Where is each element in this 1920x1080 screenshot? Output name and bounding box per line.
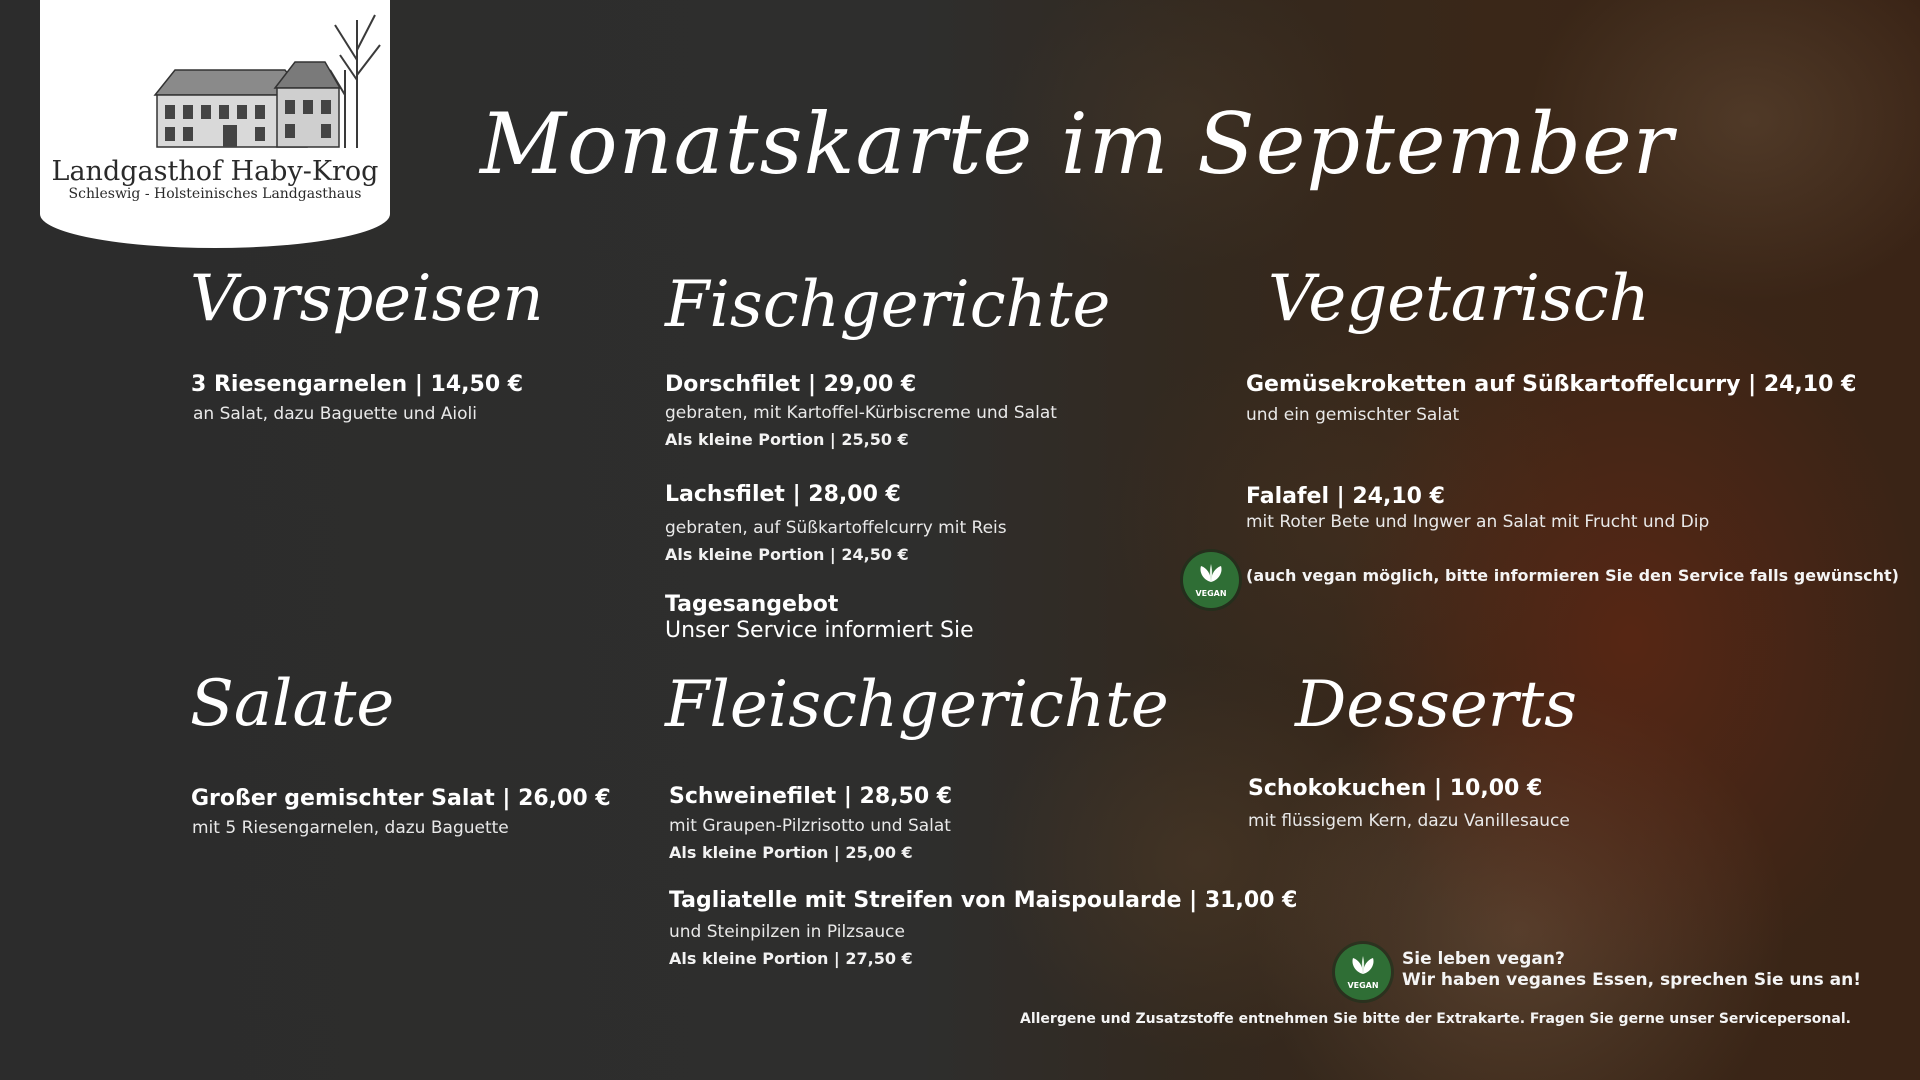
section-title-vorspeisen: Vorspeisen: [190, 262, 544, 336]
svg-text:VEGAN: VEGAN: [1347, 981, 1379, 990]
section-title-fleischgerichte: Fleischgerichte: [665, 668, 1169, 742]
page-title: Monatskarte im September: [480, 95, 1674, 193]
menu-item-portion: Als kleine Portion | 27,50 €: [669, 949, 913, 968]
allergen-notice: Allergene und Zusatzstoffe entnehmen Sie bitte der Extrakarte. Fragen Sie gerne unser Servicepersonal.: [1020, 1011, 1851, 1027]
menu-item-description: mit 5 Riesengarnelen, dazu Baguette: [192, 818, 509, 838]
menu-item-name: Tagliatelle mit Streifen von Maispoularde | 31,00 €: [669, 888, 1298, 913]
daily-offer-subtitle: Unser Service informiert Sie: [665, 618, 974, 643]
restaurant-name: Landgasthof Haby-Krog: [51, 156, 379, 187]
section-title-desserts: Desserts: [1295, 668, 1577, 742]
farmhouse-illustration: [135, 0, 385, 150]
vegan-question: Sie leben vegan?: [1402, 949, 1565, 969]
menu-item-description: mit Roter Bete und Ingwer an Salat mit Frucht und Dip: [1246, 512, 1710, 532]
menu-item-description: mit flüssigem Kern, dazu Vanillesauce: [1248, 811, 1570, 831]
menu-item-description: gebraten, mit Kartoffel-Kürbiscreme und Salat: [665, 403, 1057, 423]
menu-item-name: Falafel | 24,10 €: [1246, 484, 1445, 509]
section-title-fischgerichte: Fischgerichte: [665, 268, 1111, 342]
svg-text:VEGAN: VEGAN: [1195, 589, 1227, 598]
menu-item-name: Schweinefilet | 28,50 €: [669, 784, 953, 809]
menu-item-name: Großer gemischter Salat | 26,00 €: [191, 786, 611, 811]
vegan-badge-icon: [1183, 552, 1239, 608]
menu-item-name: 3 Riesengarnelen | 14,50 €: [191, 372, 524, 397]
menu-item-portion: Als kleine Portion | 24,50 €: [665, 545, 909, 564]
menu-item-description: und ein gemischter Salat: [1246, 405, 1460, 425]
daily-offer-title: Tagesangebot: [665, 592, 839, 617]
menu-item-name: Schokokuchen | 10,00 €: [1248, 776, 1543, 801]
restaurant-subtitle: Schleswig - Holsteinisches Landgasthaus: [68, 186, 362, 202]
menu-item-name: Dorschfilet | 29,00 €: [665, 372, 917, 397]
vegan-note: (auch vegan möglich, bitte informieren Sie den Service falls gewünscht): [1246, 566, 1899, 585]
menu-item-portion: Als kleine Portion | 25,50 €: [665, 430, 909, 449]
vegan-badge-icon: [1335, 944, 1391, 1000]
menu-item-name: Gemüsekroketten auf Süßkartoffelcurry | 24,10 €: [1246, 372, 1857, 397]
menu-item-description: mit Graupen-Pilzrisotto und Salat: [669, 816, 951, 836]
restaurant-logo: [40, 0, 390, 248]
section-title-salate: Salate: [190, 667, 395, 741]
menu-item-description: an Salat, dazu Baguette und Aioli: [193, 404, 477, 424]
section-title-vegetarisch: Vegetarisch: [1268, 262, 1650, 336]
vegan-offer-line: Wir haben veganes Essen, sprechen Sie uns an!: [1402, 970, 1861, 990]
menu-item-description: und Steinpilzen in Pilzsauce: [669, 922, 905, 942]
menu-item-name: Lachsfilet | 28,00 €: [665, 482, 901, 507]
menu-item-description: gebraten, auf Süßkartoffelcurry mit Reis: [665, 518, 1007, 538]
menu-item-portion: Als kleine Portion | 25,00 €: [669, 843, 913, 862]
